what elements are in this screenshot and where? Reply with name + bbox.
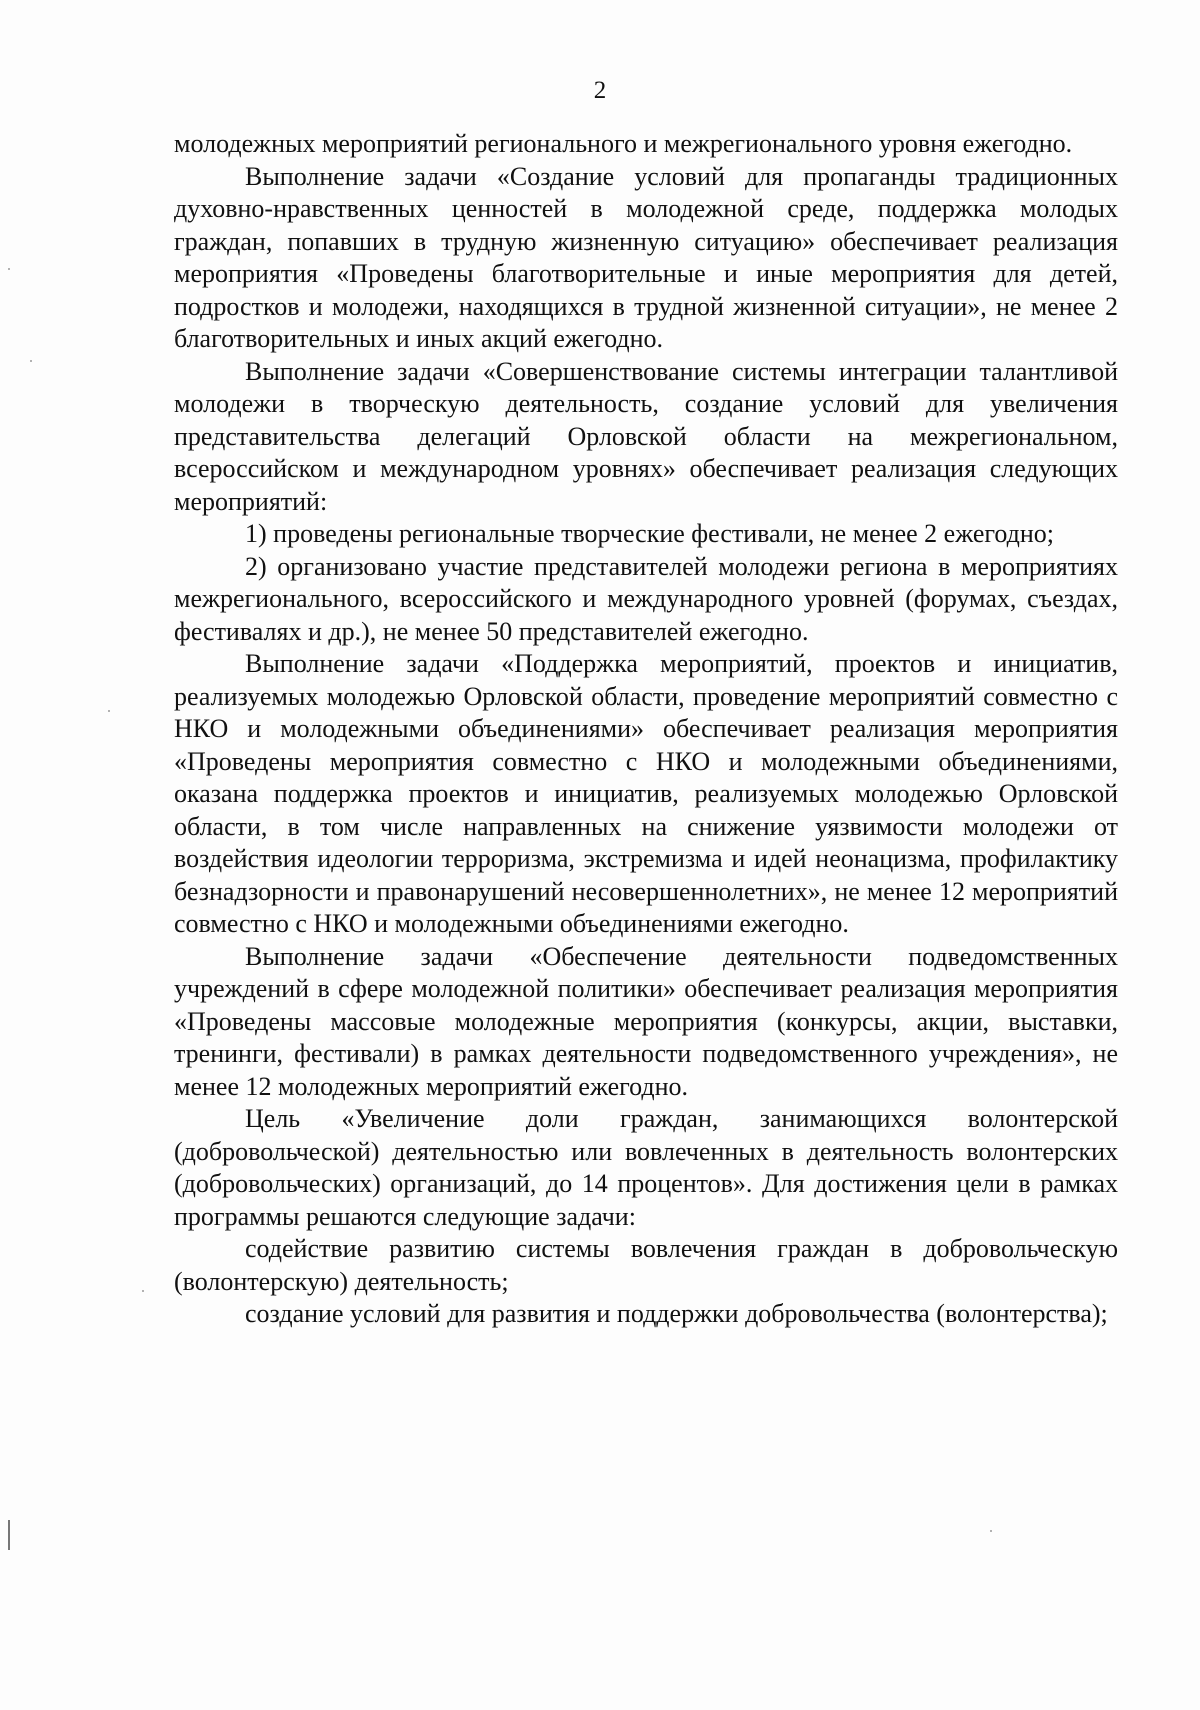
paragraph-continuation: молодежных мероприятий регионального и межрегионального уровня ежегодно. [174, 129, 1073, 158]
paragraph-task-values: Выполнение задачи «Создание условий для пропаганды традиционных духовно-нравственных ценностей в молодежной среде, поддержка молодых граждан, попавших в трудную жизненную ситуацию» обеспечивает реализация мероприятия «Проведены благотворительные и иные мероприятия для детей, подростков и молодежи, находящихся в трудной жизненной ситуации», не менее 2 благотворительных и иных акций ежегодно. [174, 161, 1118, 353]
paragraph-task-involvement: содействие развитию системы вовлечения граждан в добровольческую (волонтерскую) деятельность; [174, 1234, 1118, 1296]
list-item-festivals: 1) проведены региональные творческие фестивали, не менее 2 ежегодно; [245, 519, 1055, 548]
scan-speck [8, 268, 10, 270]
paragraph-task-nko: Выполнение задачи «Поддержка мероприятий, проектов и инициатив, реализуемых молодежью Орловской области, проведение мероприятий совместно с НКО и молодежными объединениями» обеспечивает реализация мероприятия «Проведены мероприятия совместно с НКО и молодежными объединениями, оказана поддержка проектов и инициатив, реализуемых молодежью Орловской области, в том числе направленных на снижение уязвимости молодежи от воздействия идеологии терроризма, экстремизма и идей неонацизма, профилактику безнадзорности и правонарушений несовершеннолетних», не менее 12 мероприятий совместно с НКО и молодежными объединениями ежегодно. [174, 649, 1118, 938]
paragraph-goal-volunteers: Цель «Увеличение доли граждан, занимающихся волонтерской (добровольческой) деятельностью или вовлеченных в деятельность волонтерских (добровольческих) организаций, до 14 процентов». Для достижения цели в рамках программы решаются следующие задачи: [174, 1104, 1118, 1231]
paragraph-task-support: создание условий для развития и поддержки добровольчества (волонтерства); [245, 1299, 1108, 1328]
scan-speck [990, 1530, 992, 1532]
scan-speck [30, 360, 32, 362]
paragraph-task-talent: Выполнение задачи «Совершенствование системы интеграции талантливой молодежи в творческую деятельность, создание условий для увеличения представительства делегаций Орловской области на межрегиональном, всероссийском и международном уровнях» обеспечивает реализация следующих мероприятий: [174, 356, 1118, 516]
list-item-participation: 2) организовано участие представителей молодежи региона в мероприятиях межрегионального, всероссийского и международного уровней (форумах, съездах, фестивалях и др.), не менее 50 представителей ежегодно. [174, 551, 1118, 646]
scan-edge-mark [8, 1520, 10, 1550]
scan-speck [142, 1290, 144, 1292]
document-body [174, 128, 1118, 1331]
page-number: 2 [593, 77, 607, 104]
scan-speck [108, 710, 110, 712]
paragraph-task-institutions: Выполнение задачи «Обеспечение деятельности подведомственных учреждений в сфере молодежной политики» обеспечивает реализация мероприятия «Проведены массовые молодежные мероприятия (конкурсы, акции, выставки, тренинги, фестивали) в рамках деятельности подведомственного учреждения», не менее 12 молодежных мероприятий ежегодно. [174, 941, 1118, 1101]
